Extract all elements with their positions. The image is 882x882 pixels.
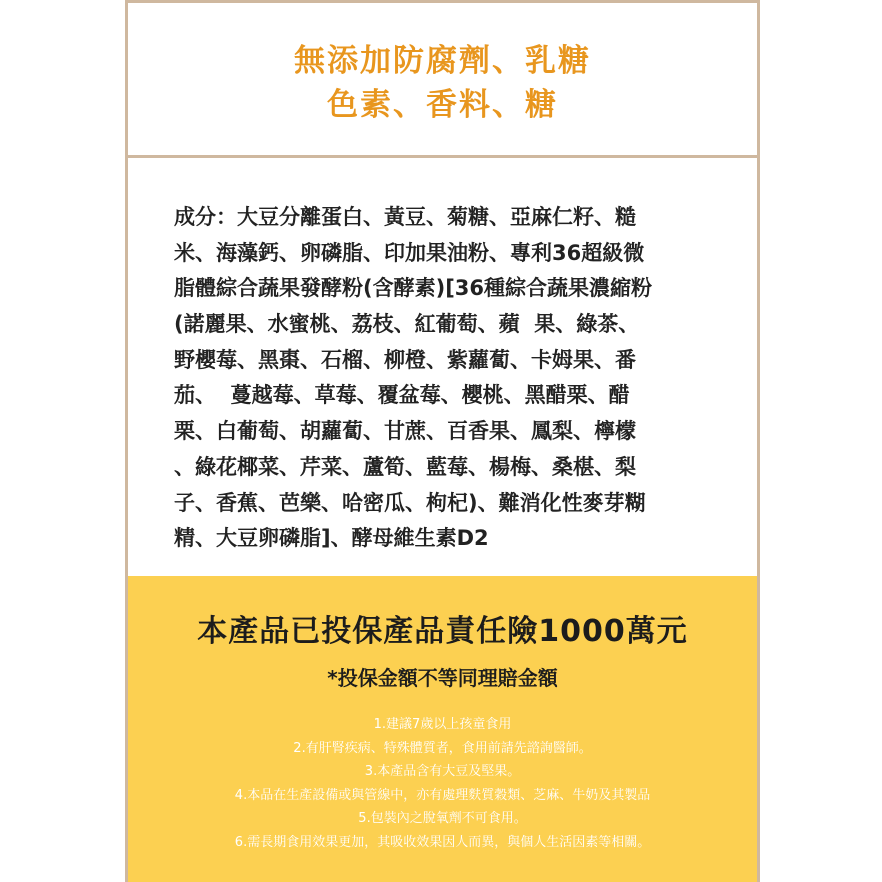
ingredients-line: 精、大豆卵磷脂]、酵母維生素D2 <box>174 526 489 551</box>
ingredients-line: 栗、白葡萄、胡蘿蔔、甘蔗、百香果、鳳梨、檸檬 <box>174 419 636 444</box>
claims-line-2: 色素、香料、糖 <box>327 87 558 123</box>
ingredients-line: 野櫻莓、黑棗、石榴、柳橙、紫蘿蔔、卡姆果、番 <box>174 347 636 372</box>
claims-line-1: 無添加防腐劑、乳糖 <box>294 43 591 79</box>
insurance-section <box>128 576 757 882</box>
ingredients-line: 茄、 蔓越莓、草莓、覆盆莓、櫻桃、黑醋栗、醋 <box>174 383 630 408</box>
usage-note: 2.有肝腎疾病、特殊體質者，食用前請先諮詢醫師。 <box>293 740 592 756</box>
usage-note: 3.本產品含有大豆及堅果。 <box>364 764 521 779</box>
ingredients-line: 子、香蕉、芭樂、哈密瓜、枸杞)、難消化性麥芽糊 <box>174 490 646 515</box>
product-info-panel <box>125 0 760 882</box>
ingredients-text <box>174 200 734 557</box>
usage-notes-list <box>128 713 757 854</box>
ingredients-line: 脂體綜合蔬果發酵粉(含酵素)[36種綜合蔬果濃縮粉 <box>174 276 653 301</box>
claims-header <box>128 0 757 158</box>
ingredients-line: 米、海藻鈣、卵磷脂、印加果油粉、專利36超級微 <box>174 240 645 265</box>
ingredients-line: (諾麗果、水蜜桃、荔枝、紅葡萄、蘋 果、綠茶、 <box>174 312 640 337</box>
usage-note: 6.需長期食用效果更加，其吸收效果因人而異，與個人生活因素等相關。 <box>234 834 651 850</box>
ingredients-line: 、綠花椰菜、芹菜、蘆筍、藍莓、楊梅、桑椹、梨 <box>174 454 636 479</box>
usage-note: 4.本品在生產設備或與管線中，亦有處理麩質穀類、芝麻、牛奶及其製品 <box>234 787 651 803</box>
ingredients-line: 成分：大豆分離蛋白、黃豆、菊糖、亞麻仁籽、糙 <box>174 205 636 229</box>
usage-note: 1.建議7歲以上孩童食用 <box>373 717 512 732</box>
insurance-title: 本產品已投保產品責任險1000萬元 <box>197 614 688 649</box>
insurance-disclaimer: *投保金額不等同理賠金額 <box>327 666 558 690</box>
usage-note: 5.包裝內之脫氧劑不可食用。 <box>358 811 527 826</box>
